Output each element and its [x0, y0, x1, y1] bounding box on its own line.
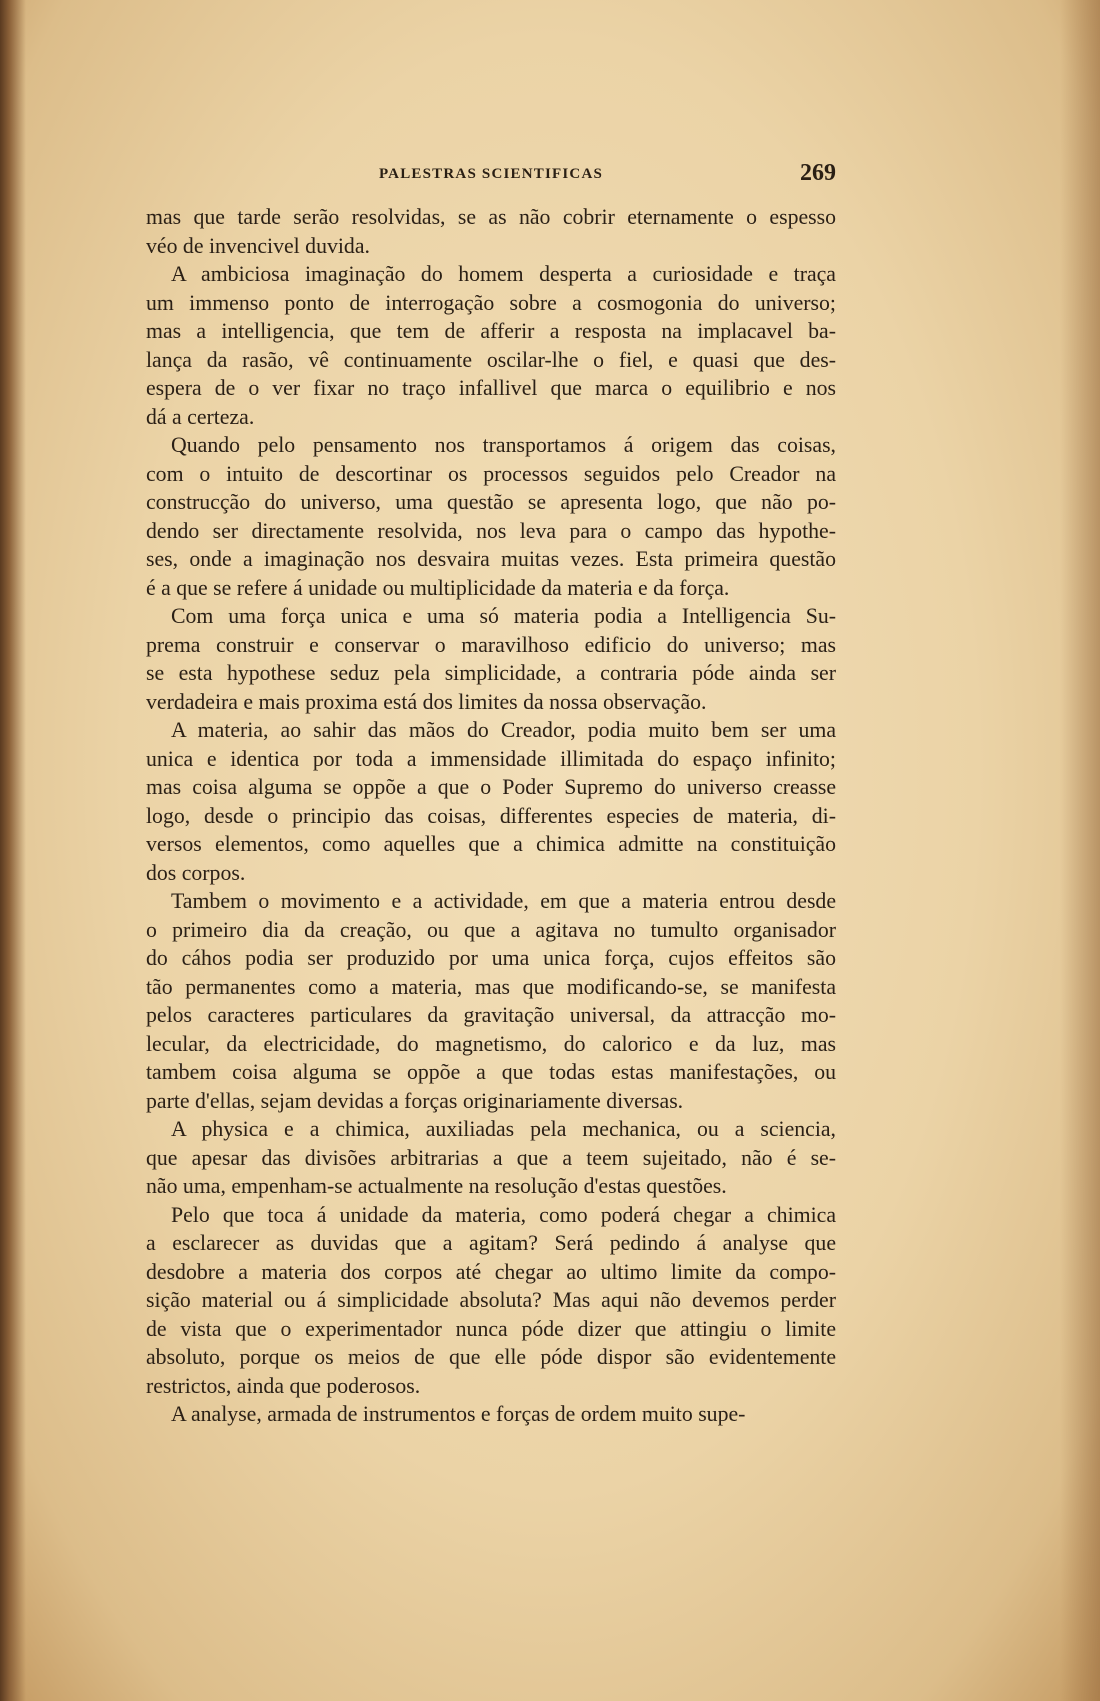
text-line: absoluto, porque os meios de que elle póde dispor são evidentemente	[146, 1345, 836, 1369]
text-line: dendo ser directamente resolvida, nos leva para o campo das hypothe-	[146, 518, 836, 543]
text-line: espera de o ver fixar no traço infallivel que marca o equilibrio e nos	[146, 376, 836, 400]
text-line: construcção do universo, uma questão se apresenta logo, que não po-	[146, 490, 836, 514]
text-line: não uma, empenham-se actualmente na resolução d'estas questões.	[146, 1174, 727, 1198]
text-line: versos elementos, como aquelles que a chimica admitte na constituição	[146, 832, 836, 856]
text-line: tambem coisa alguma se oppõe a que todas estas manifestações, ou	[146, 1060, 836, 1084]
text-line: é a que se refere á unidade ou multiplicidade da materia e da força.	[146, 575, 730, 600]
text-line: se esta hypothese seduz pela simplicidade, a contraria póde ainda ser	[146, 661, 836, 685]
text-line: mas que tarde serão resolvidas, se as não cobrir eternamente o espesso	[146, 205, 836, 229]
text-line: Pelo que toca á unidade da materia, como poderá chegar a chimica	[171, 1202, 836, 1227]
text-line: sição material ou á simplicidade absoluta? Mas aqui não devemos perder	[146, 1288, 836, 1312]
text-line: um immenso ponto de interrogação sobre a cosmogonia do universo;	[146, 290, 836, 315]
text-line: lecular, da electricidade, do magnetismo, do calorico e da luz, mas	[146, 1031, 836, 1056]
text-line: restrictos, ainda que poderosos.	[146, 1373, 421, 1398]
text-line: Com uma força unica e uma só materia podia a Intelligencia Su-	[171, 604, 836, 628]
text-line: que apesar das divisões arbitrarias a que a teem sujeitado, não é se-	[146, 1145, 836, 1170]
text-line: A physica e a chimica, auxiliadas pela mechanica, ou a sciencia,	[171, 1117, 836, 1141]
page-header	[146, 160, 836, 190]
text-line: tão permanentes como a materia, mas que modificando-se, se manifesta	[146, 974, 836, 999]
text-line: prema construir e conservar o maravilhoso edificio do universo; mas	[146, 632, 836, 657]
text-line: Tambem o movimento e a actividade, em que a materia entrou desde	[171, 889, 836, 913]
text-line: mas coisa alguma se oppõe a que o Poder Supremo do universo creasse	[146, 775, 836, 799]
text-line: A materia, ao sahir das mãos do Creador, podia muito bem ser uma	[171, 718, 836, 742]
text-line: A ambiciosa imaginação do homem desperta a curiosidade e traça	[171, 262, 836, 286]
text-line: unica e identica por toda a immensidade illimitada do espaço infinito;	[146, 746, 836, 771]
text-line: o primeiro dia da creação, ou que a agitava no tumulto organisador	[146, 917, 836, 942]
running-title: PALESTRAS SCIENTIFICAS	[378, 166, 604, 182]
text-line: dá a certeza.	[146, 404, 255, 429]
text-line: pelos caracteres particulares da gravitação universal, da attracção mo-	[146, 1003, 836, 1027]
text-line: A analyse, armada de instrumentos e forças de ordem muito supe-	[171, 1402, 746, 1426]
text-line: a esclarecer as duvidas que a agitam? Será pedindo á analyse que	[146, 1231, 836, 1255]
text-line: desdobre a materia dos corpos até chegar ao ultimo limite da compo-	[146, 1259, 836, 1284]
text-line: com o intuito de descortinar os processos seguidos pelo Creador na	[146, 461, 836, 486]
text-line: verdadeira e mais proxima está dos limites da nossa observação.	[146, 689, 707, 714]
text-line: de vista que o experimentador nunca póde dizer que attingiu o limite	[146, 1316, 836, 1341]
text-line: Quando pelo pensamento nos transportamos á origem das coisas,	[171, 433, 836, 457]
text-line: do cáhos podia ser produzido por uma unica força, cujos effeitos são	[146, 946, 836, 970]
text-line: dos corpos.	[146, 860, 246, 885]
text-line: mas a intelligencia, que tem de afferir a resposta na implacavel ba-	[146, 319, 836, 343]
body-text	[146, 203, 836, 1429]
text-line: lança da rasão, vê continuamente oscilar-lhe o fiel, e quasi que des-	[146, 347, 836, 372]
text-line: logo, desde o principio das coisas, differentes especies de materia, di-	[146, 803, 836, 828]
text-line: véo de invencivel duvida.	[146, 233, 370, 258]
text-line: parte d'ellas, sejam devidas a forças originariamente diversas.	[146, 1088, 684, 1113]
text-line: ses, onde a imaginação nos desvaira muitas vezes. Esta primeira questão	[146, 547, 836, 571]
page-number: 269	[800, 160, 836, 186]
